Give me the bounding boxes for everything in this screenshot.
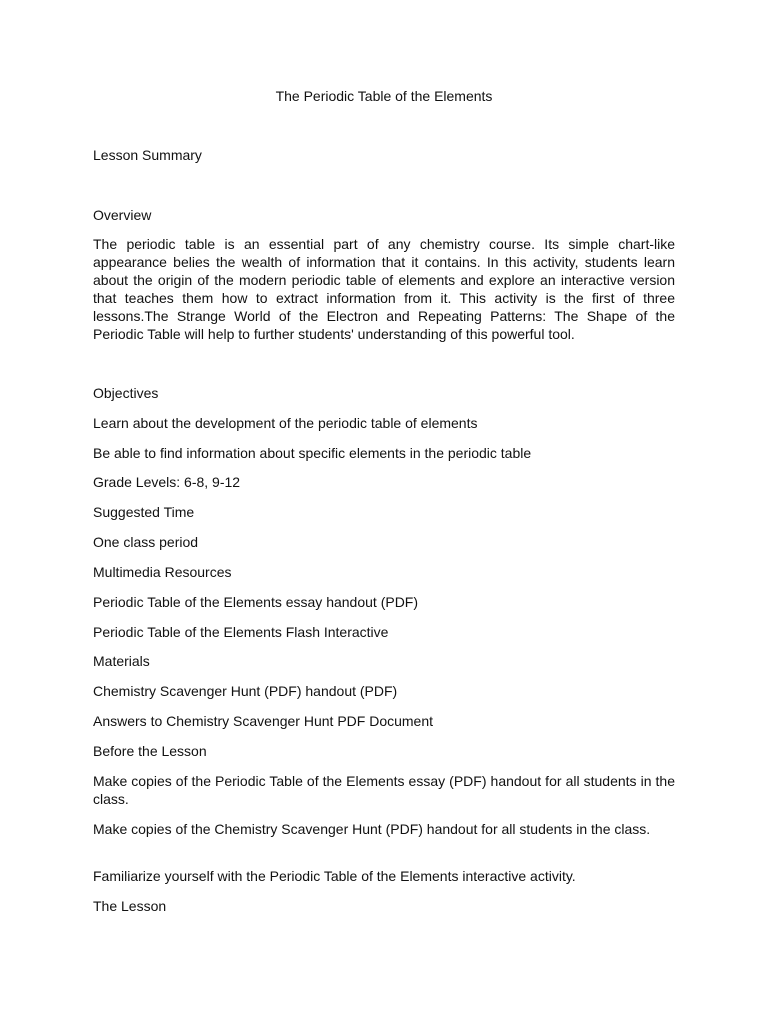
before-the-lesson-heading: Before the Lesson — [93, 743, 207, 759]
objective-item: Be able to find information about specific elements in the periodic table — [93, 445, 532, 461]
lesson-summary-heading: Lesson Summary — [93, 147, 202, 163]
objectives-heading: Objectives — [93, 385, 159, 401]
materials-heading: Materials — [93, 653, 150, 669]
the-lesson-heading: The Lesson — [93, 898, 167, 914]
overview-heading: Overview — [93, 207, 152, 223]
before-lesson-step: Familiarize yourself with the Periodic Table of the Elements interactive activity. — [93, 868, 576, 884]
suggested-time-value: One class period — [93, 534, 199, 550]
multimedia-resource-item: Periodic Table of the Elements Flash Interactive — [93, 624, 389, 640]
materials-item: Chemistry Scavenger Hunt (PDF) handout (PDF) — [93, 683, 398, 699]
multimedia-resources-heading: Multimedia Resources — [93, 564, 232, 580]
suggested-time-heading: Suggested Time — [93, 504, 195, 520]
before-lesson-step: Make copies of the Chemistry Scavenger Hunt (PDF) handout for all students in the class. — [93, 821, 651, 837]
before-lesson-step: Make copies of the Periodic Table of the Elements essay (PDF) handout for all students in the class. — [93, 773, 675, 807]
objective-item: Learn about the development of the periodic table of elements — [93, 415, 478, 431]
multimedia-resource-item: Periodic Table of the Elements essay handout (PDF) — [93, 594, 419, 610]
document-title: The Periodic Table of the Elements — [275, 88, 493, 104]
materials-item: Answers to Chemistry Scavenger Hunt PDF Document — [93, 713, 434, 729]
overview-paragraph: The periodic table is an essential part of any chemistry course. Its simple chart-like appearance belies the wealth of information that it contains. In this activity, students learn about the origin of the modern periodic table of elements and explore an interactive version that teaches them how to extract information from it. This activity is the first of three lessons.The Strange World of the Electron and Repeating Patterns: The Shape of the Periodic Table will help to further students' understanding of this powerful tool. — [93, 236, 675, 342]
grade-levels: Grade Levels: 6-8, 9-12 — [93, 474, 241, 490]
